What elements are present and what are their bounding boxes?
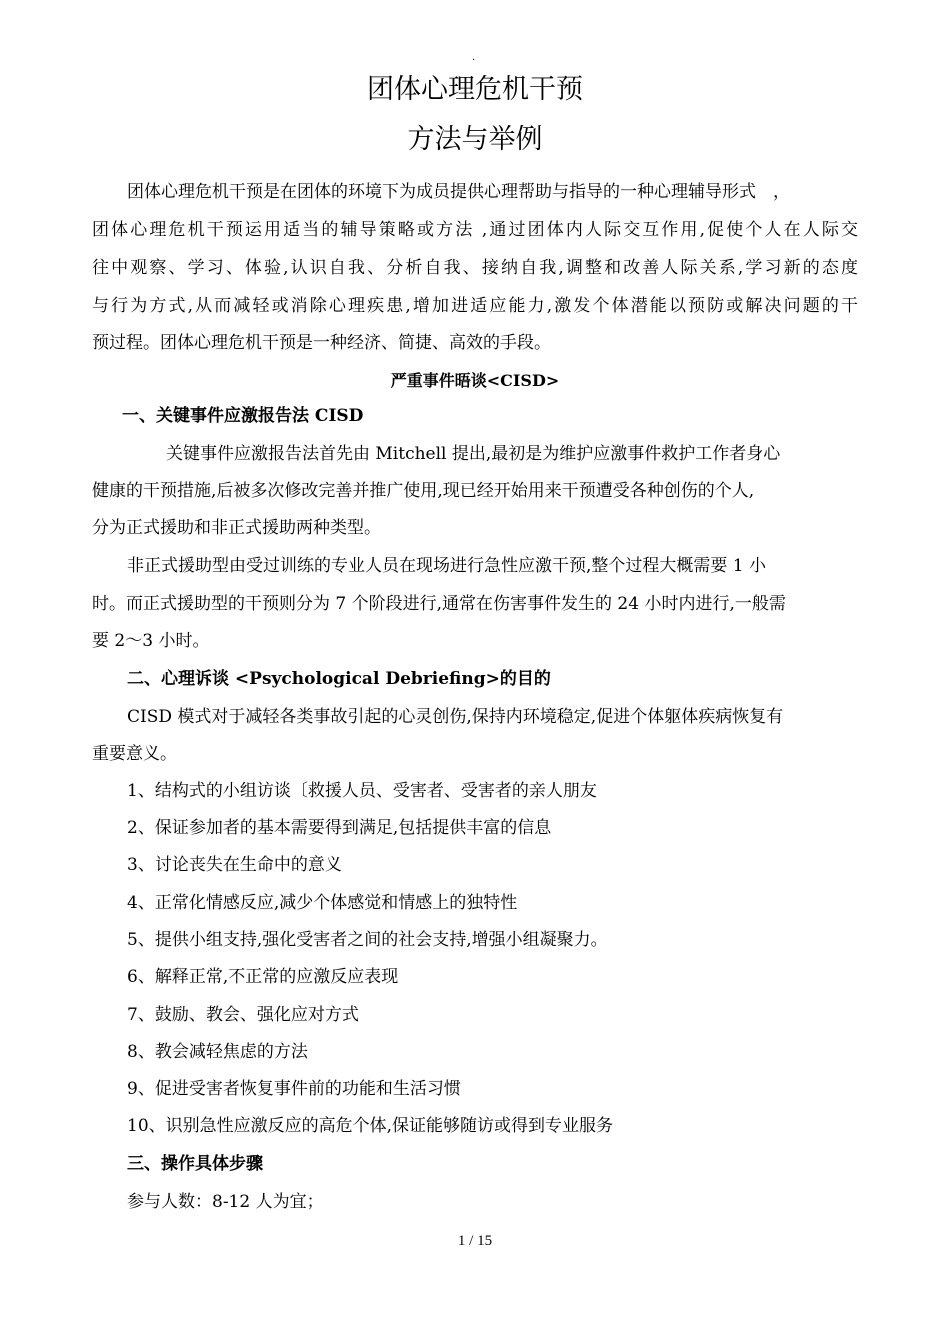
intro-line: 与行为方式,从而减轻或消除心理疾患,增加进适应能力,激发个体潜能以预防或解决问题的干	[92, 296, 858, 316]
paragraph-line: 关键事件应激报告法首先由 Mitchell 提出,最初是为维护应激事件救护工作者身心	[166, 444, 781, 464]
paragraph-line: 参与人数：8-12 人为宜；	[127, 1192, 324, 1212]
document-title: 团体心理危机干预	[367, 74, 583, 105]
list-item: 2、保证参加者的基本需要得到满足,包括提供丰富的信息	[127, 818, 552, 838]
list-item: 6、解释正常,不正常的应激反应表现	[127, 967, 399, 987]
list-item: 9、促进受害者恢复事件前的功能和生活习惯	[127, 1079, 461, 1099]
section-center-heading: 严重事件晤谈<CISD>	[390, 371, 560, 390]
paragraph-line: 非正式援助型由受过训练的专业人员在现场进行急性应激干预,整个过程大概需要 1 小	[127, 556, 767, 576]
list-item: 1、结构式的小组访谈〔救援人员、受害者、受害者的亲人朋友	[127, 781, 597, 801]
intro-line: 预过程。团体心理危机干预是一种经济、简捷、高效的手段。	[92, 333, 551, 353]
page-mark: ·	[472, 55, 476, 66]
list-item: 5、提供小组支持,强化受害者之间的社会支持,增强小组凝聚力。	[127, 930, 608, 950]
list-item: 3、讨论丧失在生命中的意义	[127, 855, 342, 875]
paragraph-line: 健康的干预措施,后被多次修改完善并推广使用,现已经开始用来干预遭受各种创伤的个人,	[92, 481, 755, 501]
list-item: 7、鼓励、教会、强化应对方式	[127, 1005, 359, 1025]
section-heading: 三、操作具体步骤	[127, 1154, 263, 1174]
paragraph-line: 分为正式援助和非正式援助两种类型。	[92, 518, 381, 538]
document-subtitle: 方法与举例	[407, 124, 543, 155]
list-item: 10、识别急性应激反应的高危个体,保证能够随访或得到专业服务	[127, 1116, 614, 1136]
paragraph-line: 时。而正式援助型的干预则分为 7 个阶段进行,通常在伤害事件发生的 24 小时内进行,一般需	[92, 594, 786, 614]
intro-line: 往中观察、学习、体验,认识自我、分析自我、接纳自我,调整和改善人际关系,学习新的态度	[92, 258, 858, 278]
paragraph-line: CISD 模式对于减轻各类事故引起的心灵创伤,保持内环境稳定,促进个体躯体疾病恢复有	[127, 707, 784, 727]
paragraph-line: 要 2～3 小时。	[92, 631, 210, 651]
section-heading: 一、关键事件应激报告法 CISD	[122, 406, 364, 426]
section-heading: 二、心理诉谈 <Psychological Debriefing>的目的	[127, 669, 551, 689]
intro-line: 团体心理危机干预运用适当的辅导策略或方法 ,通过团体内人际交互作用,促使个人在人际交	[92, 220, 858, 240]
intro-line: 团体心理危机干预是在团体的环境下为成员提供心理帮助与指导的一种心理辅导形式 ，	[127, 182, 790, 202]
page-number: 1 / 15	[457, 1233, 493, 1249]
list-item: 8、教会减轻焦虑的方法	[127, 1042, 308, 1062]
list-item: 4、正常化情感反应,减少个体感觉和情感上的独特性	[127, 893, 518, 913]
paragraph-line: 重要意义。	[92, 744, 177, 764]
